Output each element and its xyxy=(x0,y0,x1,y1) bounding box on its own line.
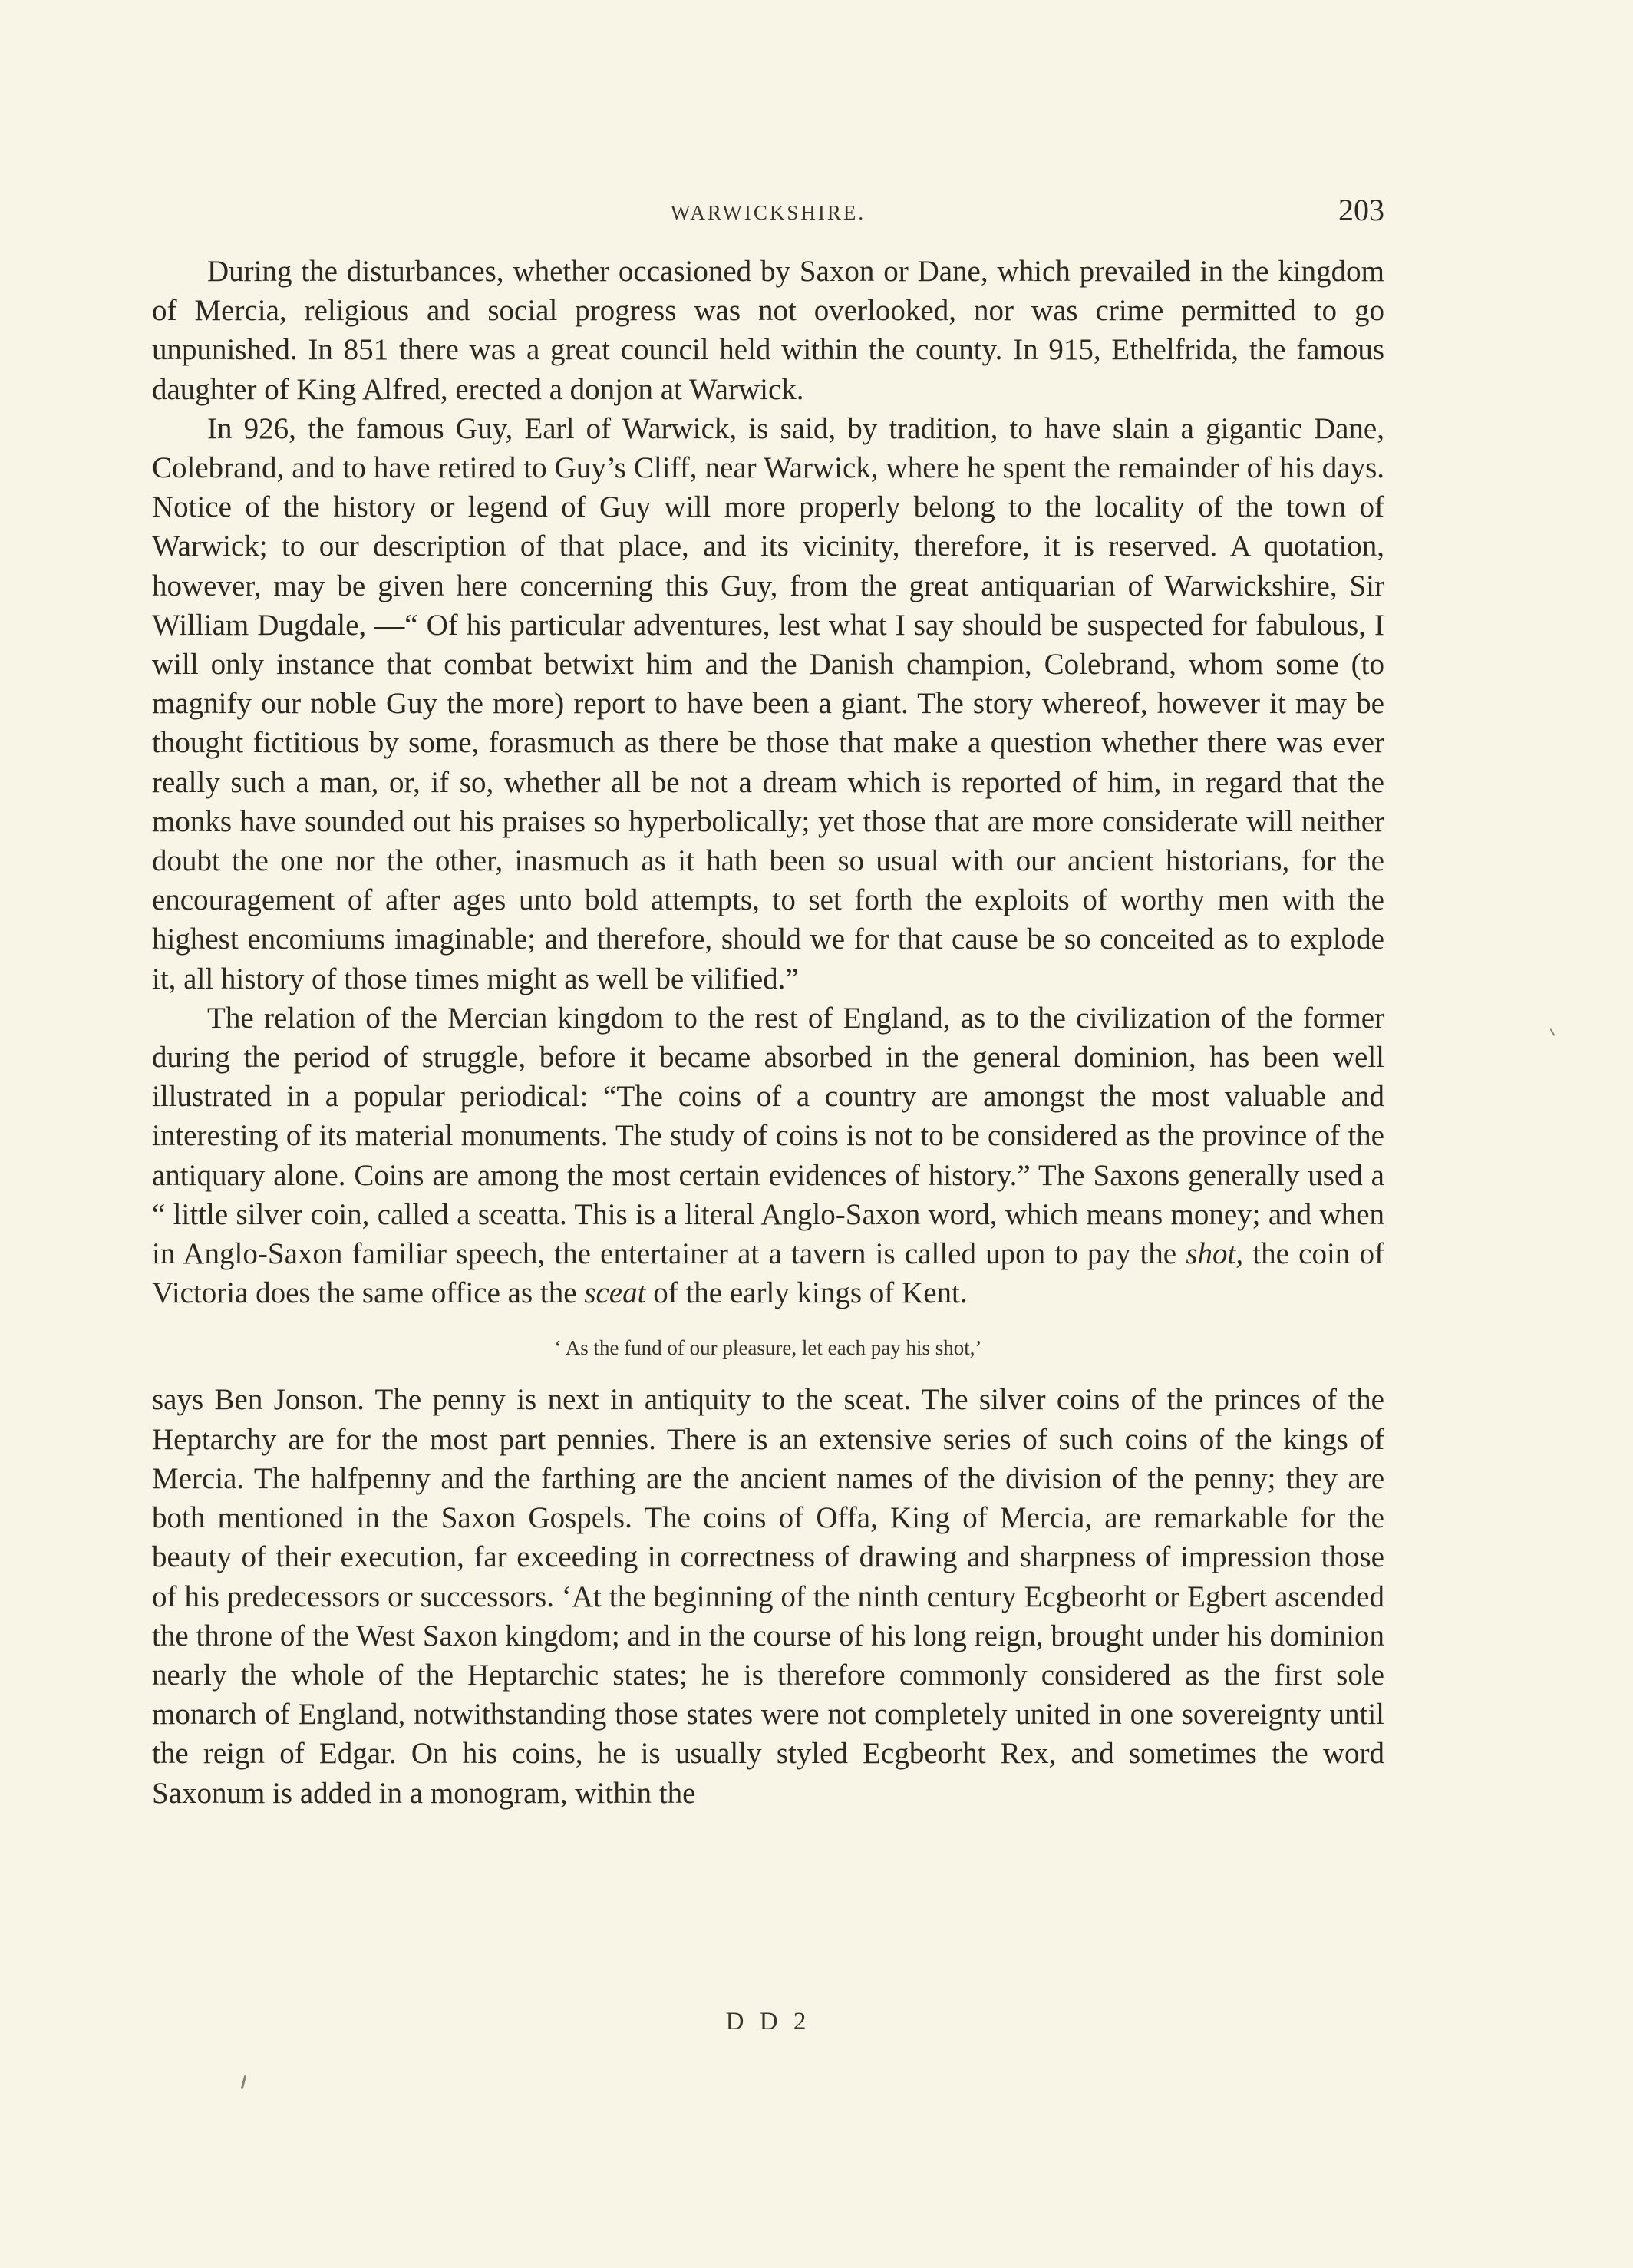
paragraph-guy-of-warwick: In 926, the famous Guy, Earl of Warwick, is said, by tradition, to have slain a gigantic Dane, Colebrand, and to have retired to Guy’s Cliff, near Warwick, where he spent the remainder of his days. Notice of the history or legend of Guy will more properly belong to the locality of the town of Warwick; to our description of that place, and its vicinity, therefore, it is reserved. A quotation, however, may be given here concerning this Guy, from the great antiquarian of Warwickshire, Sir William Dugdale, —“ Of his particular adventures, lest what I say should be suspected for fabulous, I will only instance that combat betwixt him and the Danish champion, Colebrand, whom some (to magnify our noble Guy the more) report to have been a giant. The story whereof, however it may be thought fictitious by some, forasmuch as there be those that make a question whether there was ever really such a man, or, if so, whether all be not a dream which is reported of him, in regard that the monks have sounded out his praises so hyperbolically; yet those that are more considerate will neither doubt the one nor the other, inasmuch as it hath been so usual with our ancient historians, for the encouragement of after ages unto bold attempts, to set forth the exploits of worthy men with the highest encomiums imaginable; and therefore, should we for that cause be so conceited as to explode it, all history of those times might as well be vilified.” xyxy=(152,411,1384,995)
paragraph-mercian-coins-middle: the coin of Victoria does the same office as the xyxy=(152,1237,1384,1310)
running-title: WARWICKSHIRE. xyxy=(670,201,866,224)
italic-sceat: sceat xyxy=(584,1276,646,1310)
running-head xyxy=(152,192,1384,230)
body-text xyxy=(152,252,1384,1813)
paragraph-mercian-coins xyxy=(152,999,1384,1313)
signature-mark: D D 2 xyxy=(725,2008,811,2035)
paper-speck xyxy=(241,2075,247,2089)
block-quote: ‘ As the fund of our pleasure, let each pay his shot,’ xyxy=(554,1336,982,1360)
paragraph-mercian-coins-end: of the early kings of Kent. xyxy=(645,1276,968,1310)
paragraph-continuation: says Ben Jonson. The penny is next in antiquity to the sceat. The silver coins of the princes of the Heptarchy are for the most part pennies. There is an extensive series of such coins of the kings of Mercia. The halfpenny and the farthing are the ancient names of the division of the penny; they are both mentioned in the Saxon Gospels. The coins of Offa, King of Mercia, are remarkable for the beauty of their execution, far exceeding in correctness of drawing and sharpness of impression those of his predecessors or successors. ‘At the beginning of the ninth century Ecgbeorht or Egbert ascended the throne of the West Saxon kingdom; and in the course of his long reign, brought under his dominion nearly the whole of the Heptarchic states; he is therefore commonly considered as the first sole monarch of England, notwithstanding those states were not completely united in one sovereignty until the reign of Edgar. On his coins, he is usually styled Ecgbeorht Rex, and sometimes the word Saxonum is added in a monogram, within the xyxy=(152,1383,1384,1810)
paragraph-mercian-coins-text: The relation of the Mercian kingdom to the rest of England, as to the civilization of the former during the period of struggle, before it became absorbed in the general dominion, has been well illustrated in a popular periodical: “The coins of a country are amongst the most valuable and interesting of its material monuments. The study of coins is not to be considered as the province of the antiquary alone. Coins are among the most certain evidences of history.” The Saxons generally used a “ little silver coin, called a sceatta. This is a literal Anglo-Saxon word, which means money; and when in Anglo-Saxon familiar speech, the entertainer at a tavern is called upon to pay the xyxy=(152,1001,1384,1271)
paper-speck xyxy=(1550,1028,1555,1036)
paragraph-disturbances: During the disturbances, whether occasioned by Saxon or Dane, which prevailed in the kingdom of Mercia, religious and social progress was not overlooked, nor was crime permitted to go unpunished. In 851 there was a great council held within the county. In 915, Ethelfrida, the famous daughter of King Alfred, erected a donjon at Warwick. xyxy=(152,255,1384,406)
italic-shot: shot, xyxy=(1186,1237,1244,1271)
page-number: 203 xyxy=(1338,193,1384,227)
